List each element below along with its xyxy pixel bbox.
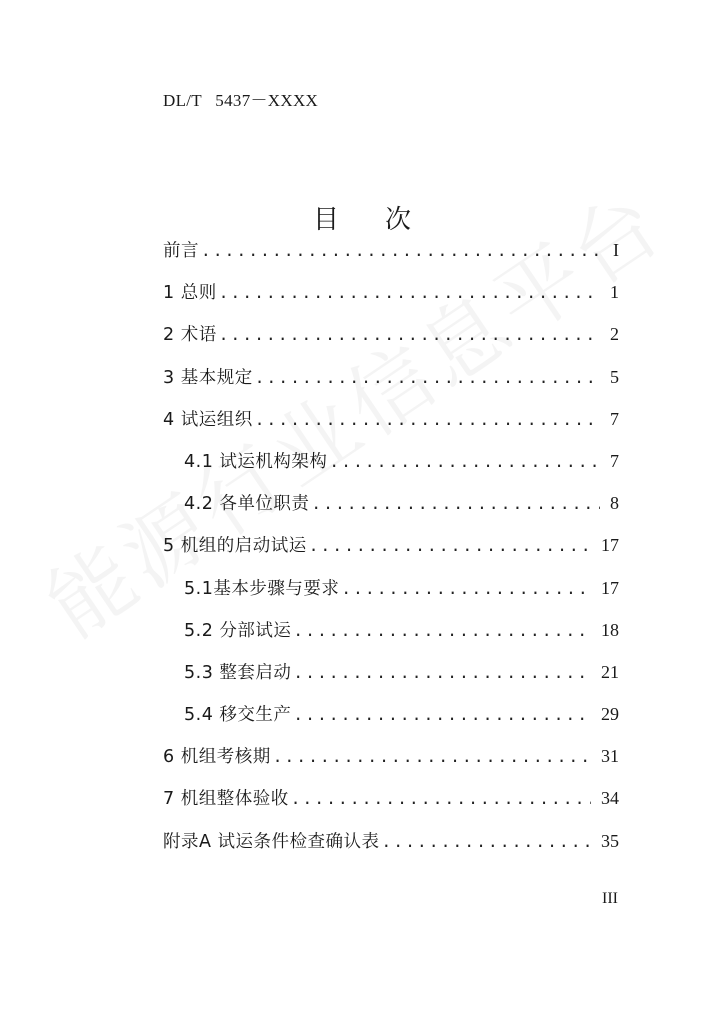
toc-leader-dots <box>382 821 591 863</box>
toc-leader-dots <box>201 230 603 272</box>
toc-entry-basic-rules[interactable] <box>163 356 619 398</box>
toc-entry-org-structure[interactable] <box>163 440 619 482</box>
toc-entry-appendix-a[interactable] <box>163 820 619 862</box>
toc-entry-page: 5 <box>610 366 619 387</box>
toc-leader-dots <box>219 272 600 314</box>
toc-entry-page: I <box>613 240 619 260</box>
toc-entry-page: 35 <box>601 830 619 851</box>
toc-entry-partial-commissioning[interactable] <box>163 609 619 651</box>
toc-leader-dots <box>219 314 600 356</box>
toc-entry-handover[interactable] <box>163 693 619 735</box>
toc-entry-page: 17 <box>601 535 619 556</box>
toc-entry-responsibilities[interactable] <box>163 482 619 524</box>
toc-entry-label: 附录A 试运条件检查确认表 <box>163 831 380 852</box>
toc-leader-dots <box>293 610 591 652</box>
toc-leader-dots <box>293 652 591 694</box>
toc-entry-startup-commissioning[interactable] <box>163 524 619 566</box>
toc-entry-label: 5 机组的启动试运 <box>163 536 307 557</box>
toc-leader-dots <box>341 568 591 610</box>
toc-leader-dots <box>255 399 600 441</box>
toc-entry-page: 2 <box>610 324 619 345</box>
toc-entry-assessment-period[interactable] <box>163 735 619 777</box>
toc-entry-commissioning-org[interactable] <box>163 398 619 440</box>
toc-title-char-2: 次 <box>385 205 412 235</box>
page-number: III <box>602 890 618 907</box>
toc-entry-page: 34 <box>601 788 619 809</box>
toc-leader-dots <box>255 357 600 399</box>
toc-entry-acceptance[interactable] <box>163 777 619 819</box>
toc-entry-label: 4 试运组织 <box>163 409 253 430</box>
document-code: DL/T 5437－XXXX <box>163 91 319 110</box>
toc-entry-page: 7 <box>610 450 619 471</box>
toc-entry-basic-steps[interactable] <box>163 567 619 609</box>
toc-entry-page: 31 <box>601 746 619 767</box>
toc-entry-label: 5.3 整套启动 <box>184 662 292 683</box>
toc-entry-label: 3 基本规定 <box>163 367 253 388</box>
toc-entry-page: 1 <box>610 282 619 303</box>
toc-title-char-1: 目 <box>312 205 339 235</box>
toc-entry-label: 1 总则 <box>163 283 217 304</box>
toc-entry-general[interactable] <box>163 271 619 313</box>
toc-entry-label: 6 机组考核期 <box>163 747 271 768</box>
toc-entry-page: 18 <box>601 619 619 640</box>
toc-leader-dots <box>311 483 600 525</box>
toc-entry-page: 21 <box>601 661 619 682</box>
toc-entry-complete-startup[interactable] <box>163 651 619 693</box>
toc-leader-dots <box>309 525 591 567</box>
toc-entry-page: 29 <box>601 704 619 725</box>
toc-entry-terms[interactable] <box>163 313 619 355</box>
toc-entry-label: 5.1基本步骤与要求 <box>184 578 340 599</box>
toc-entry-label: 5.2 分部试运 <box>184 620 292 641</box>
toc-entry-label: 5.4 移交生产 <box>184 705 292 726</box>
toc-leader-dots <box>293 694 591 736</box>
toc-entry-page: 7 <box>610 408 619 429</box>
toc-leader-dots <box>329 441 600 483</box>
toc-leader-dots <box>273 736 591 778</box>
toc-entry-label: 2 术语 <box>163 325 217 346</box>
toc-entry-page: 8 <box>610 493 619 514</box>
toc-leader-dots <box>291 778 591 820</box>
toc-entry-label: 7 机组整体验收 <box>163 789 289 810</box>
toc-entry-preface[interactable] <box>163 229 619 271</box>
toc-entry-label: 前言 <box>163 241 199 261</box>
toc-entry-page: 17 <box>601 577 619 598</box>
toc-entry-label: 4.1 试运机构架构 <box>184 451 328 472</box>
toc-entry-label: 4.2 各单位职责 <box>184 494 310 515</box>
toc-list <box>163 229 619 862</box>
